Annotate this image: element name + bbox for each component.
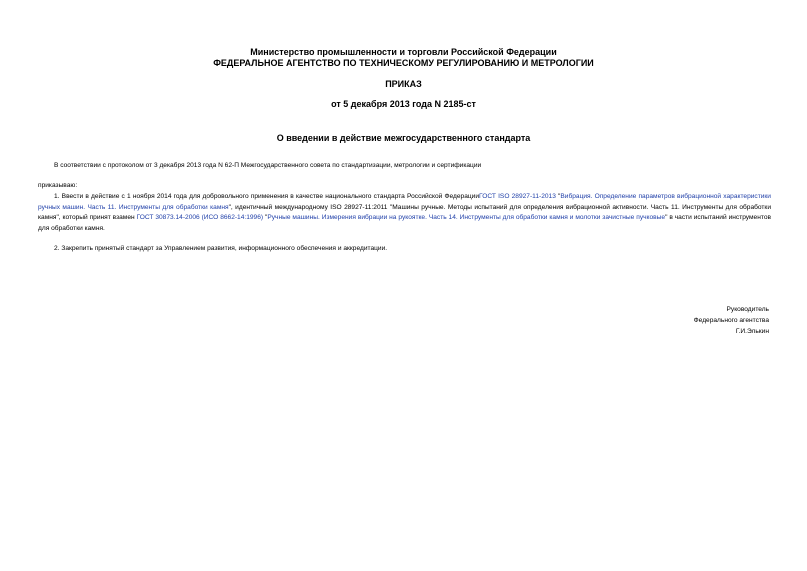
signature-position: Руководитель	[726, 306, 769, 313]
agency-name: ФЕДЕРАЛЬНОЕ АГЕНТСТВО ПО ТЕХНИЧЕСКОМУ РЕГУЛИРОВАНИЮ И МЕТРОЛОГИИ	[213, 58, 594, 68]
ministry-name: Министерство промышленности и торговли Российской Федерации	[250, 47, 557, 57]
gost-30873-14-title-link[interactable]: Ручные машины. Измерения вибрации на рукоятке. Часть 14. Инструменты для обработки камня и молотки зачистные пучковые	[267, 214, 666, 222]
item-2-paragraph: 2. Закрепить принятый стандарт за Управлением развития, информационного обеспечения и аккредитации.	[54, 245, 388, 252]
signature-name: Г.И.Элькин	[735, 328, 769, 335]
item-1-text-5: " в части испытаний инструментов для обработки камня.	[38, 214, 771, 232]
gost-iso-28927-11-title-link[interactable]: Вибрация. Определение параметров вибрационной характеристики ручных машин. Часть 11. Инструменты для обработки камня	[38, 193, 771, 211]
item-1-text-2: "	[555, 193, 561, 200]
gost-iso-28927-11-link[interactable]: ГОСТ ISO 28927-11-2013	[479, 193, 556, 200]
order-title: ПРИКАЗ	[385, 79, 422, 89]
order-date: от 5 декабря 2013 года N 2185-ст	[331, 99, 476, 109]
item-1-text-4: "	[263, 214, 268, 222]
gost-30873-14-link[interactable]: ГОСТ 30873.14-2006 (ИСО 8662-14:1996)	[136, 214, 264, 222]
item-1-text-1: 1. Ввести в действие с 1 ноября 2014 года для добровольного применения в качестве национального стандарта Российской Федерации	[54, 193, 480, 200]
signature-organization: Федерального агентства	[693, 317, 769, 324]
item-1-paragraph	[38, 192, 771, 234]
decree-word: приказываю:	[38, 182, 78, 189]
intro-paragraph: В соответствии с протоколом от 3 декабря 2013 года N 62-П Межгосударственного совета по стандартизации, метрологии и сертификации	[54, 162, 482, 169]
item-1-text-3: ", идентичный международному ISO 28927-11:2011 "Машины ручные. Методы испытаний для определения вибрационной активности. Часть 11. Инструменты для обработки камня", который принят взамен	[38, 203, 772, 222]
order-subject: О введении в действие межгосударственного стандарта	[276, 133, 531, 143]
